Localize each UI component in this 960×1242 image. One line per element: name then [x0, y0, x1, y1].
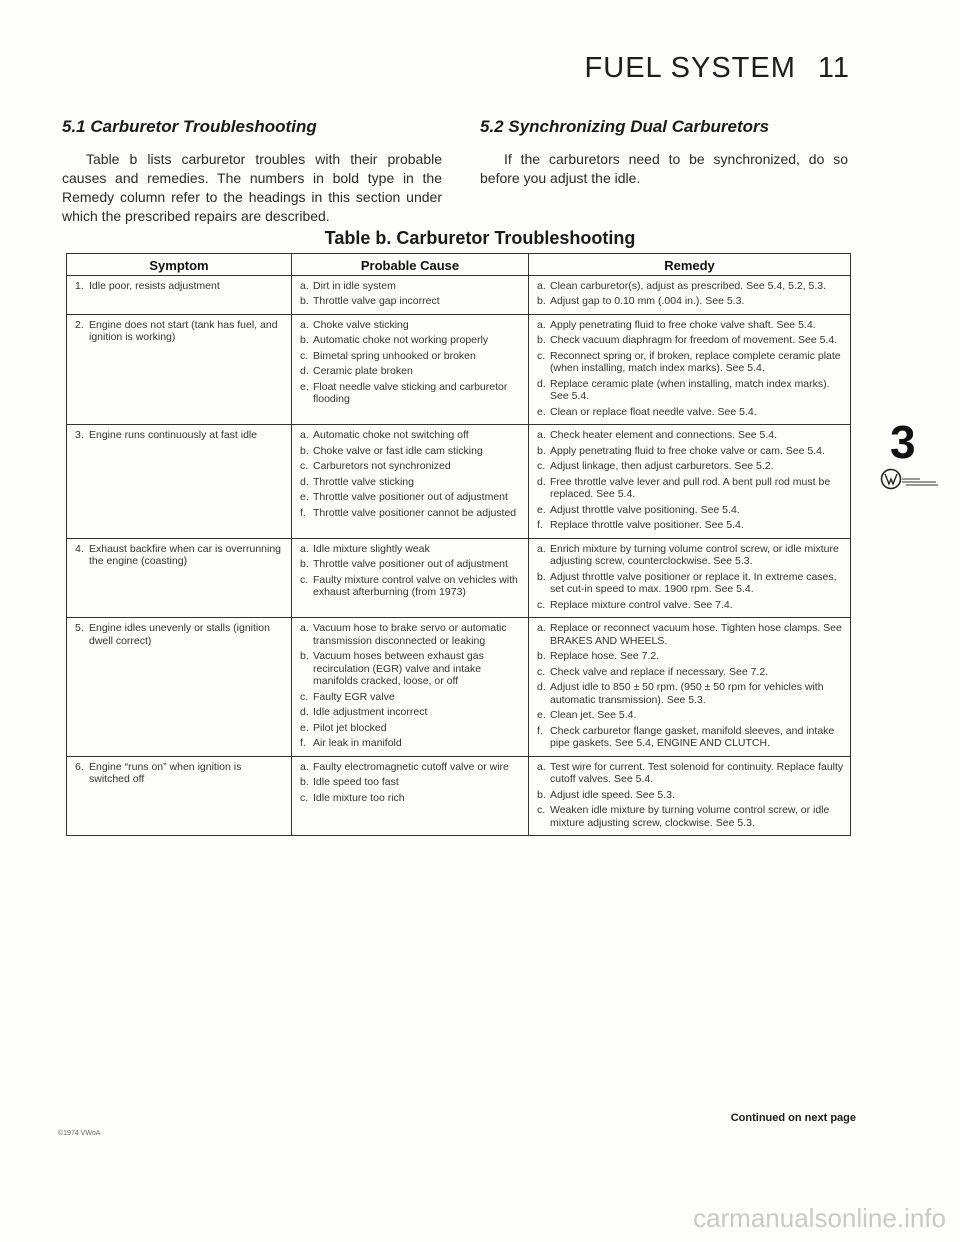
- cause-text: Float needle valve sticking and carburetor flooding: [313, 380, 508, 405]
- column-header-symptom: Symptom: [67, 254, 292, 276]
- remedy-text: Adjust idle speed. See 5.3.: [550, 788, 675, 801]
- cause-item: [300, 650, 522, 688]
- symptom: [75, 622, 285, 647]
- remedy-letter: e.: [537, 503, 546, 516]
- watermark: carmanualsonline.info: [693, 1203, 946, 1233]
- cause-text: Vacuum hoses between exhaust gas recirculation (EGR) valve and intake manifolds cracked, loose, or off: [313, 650, 484, 687]
- remedy-item: [537, 681, 844, 706]
- cause-text: Automatic choke not switching off: [313, 429, 469, 441]
- remedy-item: [537, 543, 844, 568]
- cause-letter: b.: [300, 334, 309, 346]
- remedy-letter: b.: [537, 570, 546, 583]
- continued-note: Continued on next page: [730, 1112, 856, 1124]
- remedy-letter: c.: [537, 460, 546, 472]
- table-row: [67, 538, 851, 618]
- remedy-text: Test wire for current. Test solenoid for continuity. Replace faulty cutoff valves. See 5.4.: [550, 760, 844, 785]
- section-text-5-1: Table b lists carburetor troubles with their probable causes and remedies. The numbers in bold type in the Remedy column refer to the headings in this section under which the prescribed repairs are described.: [62, 151, 442, 224]
- cause-letter: a.: [300, 622, 309, 634]
- cause-letter: d.: [300, 365, 309, 377]
- symptom: [75, 280, 285, 293]
- cause-cell: [292, 314, 529, 425]
- remedy-letter: a.: [537, 622, 546, 634]
- section-title-5-1: 5.1 Carburetor Troubleshooting: [62, 117, 317, 136]
- cause-letter: b.: [300, 295, 309, 307]
- cause-text: Pilot jet blocked: [313, 721, 387, 734]
- remedy-cell: [529, 275, 851, 314]
- remedy-text: Clean jet. See 5.4.: [550, 709, 637, 721]
- cause-item: [300, 558, 522, 571]
- remedy-item: [537, 445, 844, 458]
- remedy-text: Replace throttle valve positioner. See 5.4.: [550, 519, 744, 531]
- remedy-text: Clean carburetor(s), adjust as prescribed. See 5.4, 5.2, 5.3.: [550, 279, 827, 292]
- remedy-item: [537, 804, 844, 829]
- cause-letter: e.: [300, 491, 309, 503]
- cause-text: Automatic choke not working properly: [313, 334, 489, 346]
- cause-item: [300, 476, 522, 489]
- remedy-text: Adjust idle to 850 ± 50 rpm. (950 ± 50 rpm for vehicles with automatic transmission). See 5.3.: [550, 681, 824, 706]
- cause-text: Choke valve or fast idle cam sticking: [313, 444, 483, 457]
- remedy-item: [537, 406, 844, 419]
- remedy-item: [537, 761, 844, 786]
- remedy-text: Check valve and replace if necessary. See 7.2.: [550, 665, 769, 678]
- cause-text: Idle adjustment incorrect: [313, 706, 428, 718]
- header-title: FUEL SYSTEM: [584, 52, 796, 84]
- symptom-number: 1.: [75, 279, 84, 292]
- page-header: [585, 52, 850, 85]
- cause-letter: b.: [300, 558, 309, 570]
- cause-item: [300, 365, 522, 378]
- remedy-letter: a.: [537, 760, 546, 773]
- cause-letter: f.: [300, 737, 306, 749]
- cause-letter: c.: [300, 573, 309, 586]
- remedy-letter: c.: [537, 665, 546, 678]
- remedy-text: Replace hose. See 7.2.: [550, 650, 660, 662]
- symptom: [75, 319, 285, 344]
- symptom: [75, 429, 285, 442]
- remedy-letter: b.: [537, 788, 546, 801]
- symptom-cell: [67, 314, 292, 425]
- cause-text: Air leak in manifold: [313, 737, 402, 749]
- cause-cell: [292, 425, 529, 539]
- column-header-remedy: Remedy: [529, 254, 851, 276]
- cause-letter: c.: [300, 791, 309, 804]
- remedy-item: [537, 334, 844, 347]
- remedy-letter: d.: [537, 475, 546, 488]
- cause-item: [300, 445, 522, 458]
- remedy-letter: d.: [537, 681, 546, 693]
- cause-cell: [292, 756, 529, 836]
- cause-letter: e.: [300, 721, 309, 734]
- symptom-number: 5.: [75, 622, 84, 634]
- remedy-text: Replace mixture control valve. See 7.4.: [550, 598, 733, 611]
- vw-logo-icon: [880, 468, 940, 490]
- cause-cell: [292, 538, 529, 618]
- symptom-cell: [67, 756, 292, 836]
- remedy-letter: a.: [537, 542, 546, 555]
- remedy-letter: f.: [537, 724, 543, 737]
- remedy-cell: [529, 538, 851, 618]
- cause-item: [300, 737, 522, 750]
- cause-letter: a.: [300, 542, 309, 555]
- cause-item: [300, 350, 522, 363]
- cause-text: Throttle valve gap incorrect: [313, 295, 440, 307]
- remedy-letter: b.: [537, 334, 546, 346]
- remedy-letter: d.: [537, 377, 546, 390]
- remedy-text: Adjust throttle valve positioner or replace it. In extreme cases, set cut-in speed to max. 1900 rpm. See 5.4.: [550, 570, 837, 595]
- cause-item: [300, 381, 522, 406]
- remedy-text: Adjust linkage, then adjust carburetors. See 5.2.: [550, 460, 774, 472]
- cause-text: Dirt in idle system: [313, 279, 396, 292]
- symptom-cell: [67, 538, 292, 618]
- table-row: [67, 275, 851, 314]
- remedy-item: [537, 709, 844, 722]
- remedy-letter: c.: [537, 804, 546, 816]
- remedy-letter: a.: [537, 429, 546, 441]
- cause-letter: a.: [300, 760, 309, 773]
- remedy-item: [537, 378, 844, 403]
- cause-text: Faulty EGR valve: [313, 690, 395, 703]
- cause-cell: [292, 275, 529, 314]
- cause-letter: a.: [300, 318, 309, 331]
- remedy-text: Check vacuum diaphragm for freedom of movement. See 5.4.: [550, 334, 838, 346]
- remedy-letter: e.: [537, 709, 546, 721]
- table-row: [67, 618, 851, 757]
- cause-letter: c.: [300, 690, 309, 703]
- cause-item: [300, 295, 522, 308]
- cause-letter: f.: [300, 506, 306, 519]
- table-header-row: [67, 254, 851, 276]
- remedy-letter: c.: [537, 349, 546, 362]
- remedy-letter: e.: [537, 405, 546, 418]
- cause-item: [300, 460, 522, 473]
- symptom-text: Exhaust backfire when car is overrunning the engine (coasting): [89, 542, 282, 567]
- remedy-letter: b.: [537, 650, 546, 662]
- remedy-letter: b.: [537, 295, 546, 307]
- remedy-text: Apply penetrating fluid to free choke valve shaft. See 5.4.: [550, 318, 816, 331]
- cause-letter: a.: [300, 429, 309, 441]
- remedy-item: [537, 429, 844, 442]
- remedy-item: [537, 571, 844, 596]
- cause-letter: a.: [300, 279, 309, 292]
- cause-text: Faulty mixture control valve on vehicles with exhaust afterburning (from 1973): [313, 573, 518, 598]
- cause-item: [300, 622, 522, 647]
- remedy-item: [537, 350, 844, 375]
- cause-item: [300, 761, 522, 774]
- table-row: [67, 756, 851, 836]
- remedy-letter: f.: [537, 519, 543, 531]
- remedy-item: [537, 650, 844, 663]
- remedy-text: Adjust gap to 0.10 mm (.004 in.). See 5.3.: [550, 295, 745, 307]
- remedy-text: Clean or replace float needle valve. See 5.4.: [550, 405, 757, 418]
- cause-cell: [292, 618, 529, 757]
- cause-item: [300, 319, 522, 332]
- cause-item: [300, 776, 522, 789]
- cause-text: Throttle valve positioner out of adjustment: [313, 558, 508, 570]
- cause-text: Throttle valve positioner cannot be adjusted: [313, 506, 517, 519]
- cause-letter: b.: [300, 444, 309, 457]
- cause-item: [300, 691, 522, 704]
- section-text-5-2: If the carburetors need to be synchronized, do so before you adjust the idle.: [480, 151, 848, 186]
- remedy-letter: c.: [537, 598, 546, 611]
- remedy-item: [537, 319, 844, 332]
- remedy-item: [537, 460, 844, 473]
- cause-text: Carburetors not synchronized: [313, 460, 451, 472]
- symptom-cell: [67, 425, 292, 539]
- cause-item: [300, 722, 522, 735]
- remedy-letter: a.: [537, 318, 546, 331]
- remedy-text: Adjust throttle valve positioning. See 5.4.: [550, 503, 740, 516]
- symptom-text: Engine “runs on” when ignition is switched off: [89, 760, 242, 785]
- remedy-letter: a.: [537, 279, 546, 292]
- remedy-text: Replace or reconnect vacuum hose. Tighten hose clamps. See BRAKES AND WHEELS.: [550, 622, 842, 647]
- cause-item: [300, 543, 522, 556]
- cause-text: Idle speed too fast: [313, 776, 399, 788]
- remedy-item: [537, 519, 844, 532]
- section-title-5-2: 5.2 Synchronizing Dual Carburetors: [480, 117, 770, 136]
- remedy-item: [537, 789, 844, 802]
- cause-letter: c.: [300, 460, 309, 472]
- symptom-number: 6.: [75, 760, 84, 773]
- remedy-text: Apply penetrating fluid to free choke valve or cam. See 5.4.: [550, 444, 825, 457]
- symptom-text: Engine idles unevenly or stalls (ignition dwell correct): [89, 622, 270, 647]
- remedy-text: Weaken idle mixture by turning volume control screw, or idle mixture adjusting screw, clockwise. See 5.3.: [550, 804, 830, 829]
- remedy-item: [537, 622, 844, 647]
- remedy-text: Reconnect spring or, if broken, replace complete ceramic plate (when installing, match index marks). See 5.4.: [550, 349, 841, 374]
- cause-letter: d.: [300, 706, 309, 718]
- cause-letter: b.: [300, 650, 309, 662]
- cause-text: Idle mixture too rich: [313, 791, 405, 804]
- cause-text: Faulty electromagnetic cutoff valve or wire: [313, 760, 509, 773]
- cause-letter: b.: [300, 776, 309, 788]
- symptom-text: Idle poor, resists adjustment: [89, 279, 220, 292]
- table-row: [67, 314, 851, 425]
- remedy-cell: [529, 618, 851, 757]
- cause-item: [300, 334, 522, 347]
- remedy-text: Free throttle valve lever and pull rod. A bent pull rod must be replaced. See 5.4.: [550, 475, 831, 500]
- copyright: ©1974 VWoA: [58, 1130, 101, 1137]
- cause-item: [300, 706, 522, 719]
- cause-item: [300, 507, 522, 520]
- remedy-text: Check carburetor flange gasket, manifold sleeves, and intake pipe gaskets. See 5.4, ENGINE AND CLUTCH.: [550, 724, 835, 749]
- table-row: [67, 425, 851, 539]
- symptom-text: Engine does not start (tank has fuel, and ignition is working): [89, 318, 278, 343]
- symptom-number: 4.: [75, 542, 84, 555]
- symptom-cell: [67, 618, 292, 757]
- cause-item: [300, 491, 522, 504]
- cause-text: Vacuum hose to brake servo or automatic transmission disconnected or leaking: [313, 622, 507, 647]
- cause-text: Choke valve sticking: [313, 318, 409, 331]
- cause-text: Idle mixture slightly weak: [313, 542, 430, 555]
- symptom-text: Engine runs continuously at fast idle: [89, 429, 258, 441]
- remedy-item: [537, 599, 844, 612]
- remedy-text: Replace ceramic plate (when installing, match index marks). See 5.4.: [550, 377, 830, 402]
- cause-letter: e.: [300, 380, 309, 393]
- column-header-cause: Probable Cause: [292, 254, 529, 276]
- page-number: 11: [817, 52, 850, 84]
- symptom-number: 2.: [75, 318, 84, 331]
- cause-text: Ceramic plate broken: [313, 365, 413, 377]
- remedy-cell: [529, 425, 851, 539]
- cause-text: Throttle valve sticking: [313, 475, 414, 488]
- symptom-number: 3.: [75, 429, 84, 441]
- remedy-item: [537, 666, 844, 679]
- cause-text: Throttle valve positioner out of adjustment: [313, 491, 508, 503]
- chapter-tab-number: 3: [890, 416, 916, 468]
- symptom: [75, 761, 285, 786]
- remedy-text: Check heater element and connections. See 5.4.: [550, 429, 778, 441]
- remedy-text: Enrich mixture by turning volume control screw, or idle mixture adjusting screw, counterclockwise. See 5.3.: [550, 542, 839, 567]
- remedy-cell: [529, 756, 851, 836]
- remedy-item: [537, 476, 844, 501]
- cause-letter: d.: [300, 475, 309, 488]
- cause-item: [300, 429, 522, 442]
- cause-item: [300, 792, 522, 805]
- cause-item: [300, 280, 522, 293]
- troubleshooting-table: [66, 253, 851, 836]
- cause-text: Bimetal spring unhooked or broken: [313, 349, 476, 362]
- remedy-item: [537, 295, 844, 308]
- remedy-cell: [529, 314, 851, 425]
- remedy-letter: b.: [537, 444, 546, 457]
- symptom-cell: [67, 275, 292, 314]
- table-title: Table b. Carburetor Troubleshooting: [324, 228, 636, 248]
- cause-item: [300, 574, 522, 599]
- remedy-item: [537, 280, 844, 293]
- remedy-item: [537, 504, 844, 517]
- cause-letter: c.: [300, 349, 309, 362]
- remedy-item: [537, 725, 844, 750]
- symptom: [75, 543, 285, 568]
